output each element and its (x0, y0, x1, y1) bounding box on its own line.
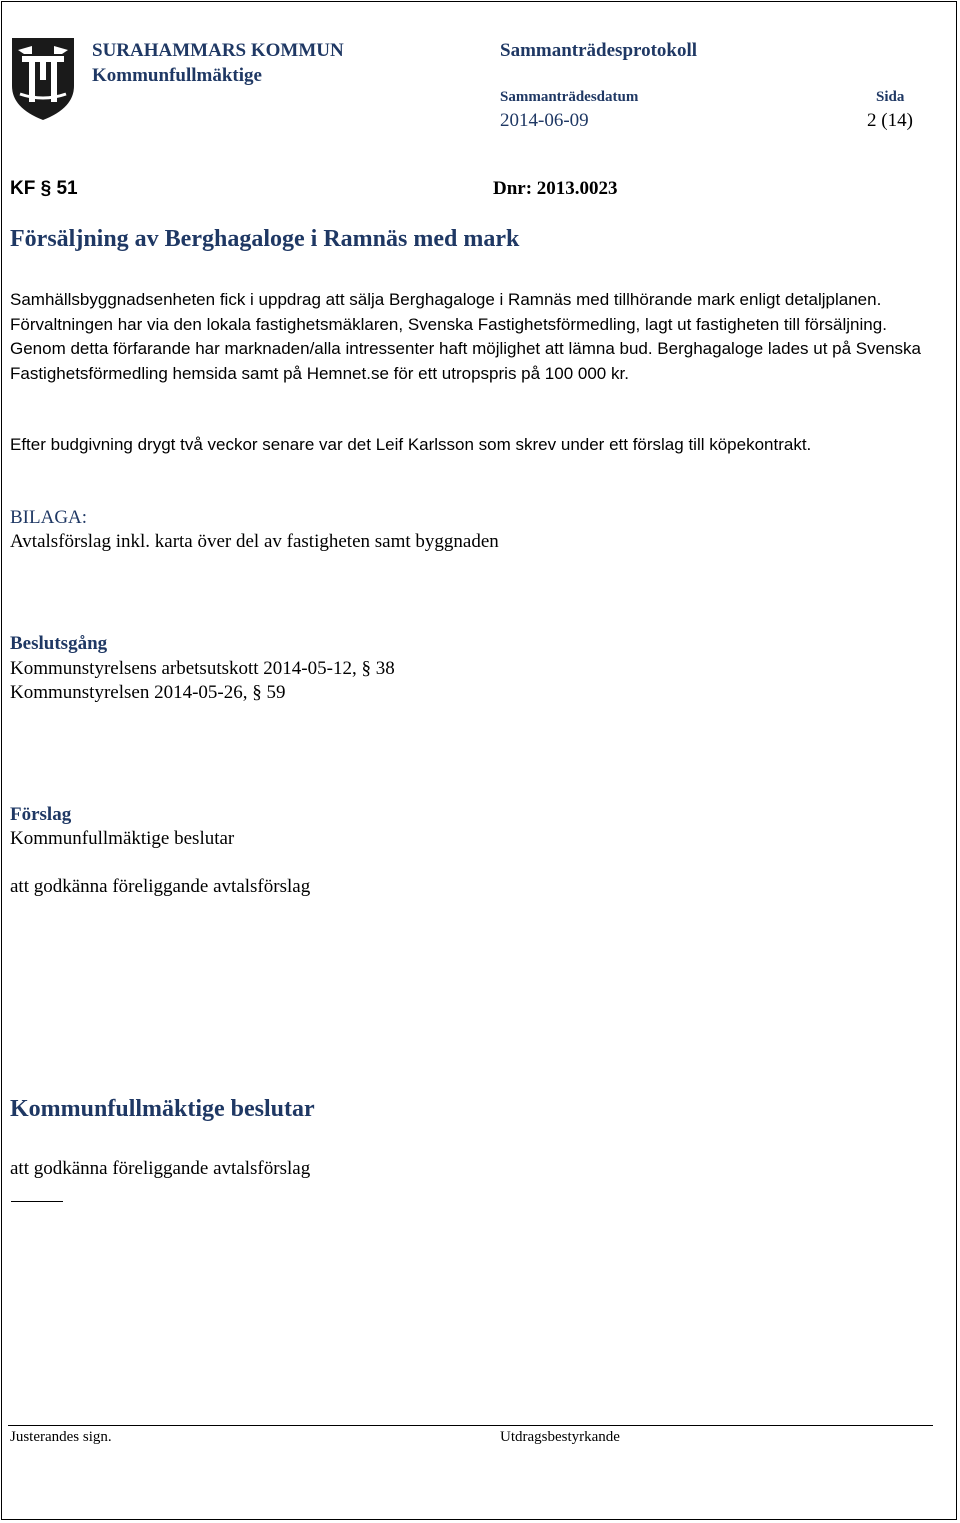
date-label: Sammanträdesdatum (500, 89, 639, 105)
forslag-line-2: att godkänna föreliggande avtalsförslag (10, 876, 311, 897)
footer-certification-label: Utdragsbestyrkande (500, 1429, 620, 1445)
case-paragraph: KF § 51 (10, 178, 78, 199)
beslutsgang-line-1: Kommunstyrelsens arbetsutskott 2014-05-12, § 38 (10, 658, 395, 679)
decision-text: att godkänna föreliggande avtalsförslag (10, 1158, 311, 1179)
page-value: 2 (14) (867, 110, 913, 131)
date-value: 2014-06-09 (500, 110, 589, 131)
forslag-heading: Förslag (10, 804, 72, 825)
case-dnr: Dnr: 2013.0023 (493, 178, 618, 199)
paragraph-background: Samhällsbyggnadsenheten fick i uppdrag att sälja Berghagaloge i Ramnäs med tillhörande mark enligt detaljplanen. Förvaltningen har via den lokala fastighetsmäklaren, Svenska Fastighetsförmedling, lagt ut fastigheten till försäljning. Genom detta förfarande har marknaden/alla intressenter haft möjlighet att lämna bud. Berghagaloge lades ut på Svenska Fastighetsförmedling hemsida samt på Hemnet.se för ett utropspris på 100 000 kr. (10, 290, 922, 383)
decision-heading: Kommunfullmäktige beslutar (10, 1096, 315, 1122)
paragraph-bidding: Efter budgivning drygt två veckor senare var det Leif Karlsson som skrev under ett förslag till köpekontrakt. (10, 435, 812, 454)
body-name: Kommunfullmäktige (92, 65, 262, 86)
attachment-label: BILAGA: (10, 507, 88, 528)
forslag-line-1: Kommunfullmäktige beslutar (10, 828, 235, 849)
page-title: Försäljning av Berghagaloge i Ramnäs med mark (10, 226, 520, 252)
end-rule (11, 1201, 63, 1202)
page-label: Sida (876, 89, 905, 105)
attachment-text: Avtalsförslag inkl. karta över del av fastigheten samt byggnaden (10, 531, 499, 552)
municipal-coat-of-arms-icon (10, 36, 76, 122)
document-type: Sammanträdesprotokoll (500, 40, 698, 61)
footer-signature-label: Justerandes sign. (10, 1429, 112, 1445)
beslutsgang-heading: Beslutsgång (10, 633, 108, 654)
footer-rule (8, 1425, 933, 1426)
beslutsgang-line-2: Kommunstyrelsen 2014-05-26, § 59 (10, 682, 286, 703)
organization-name: SURAHAMMARS KOMMUN (92, 40, 344, 61)
